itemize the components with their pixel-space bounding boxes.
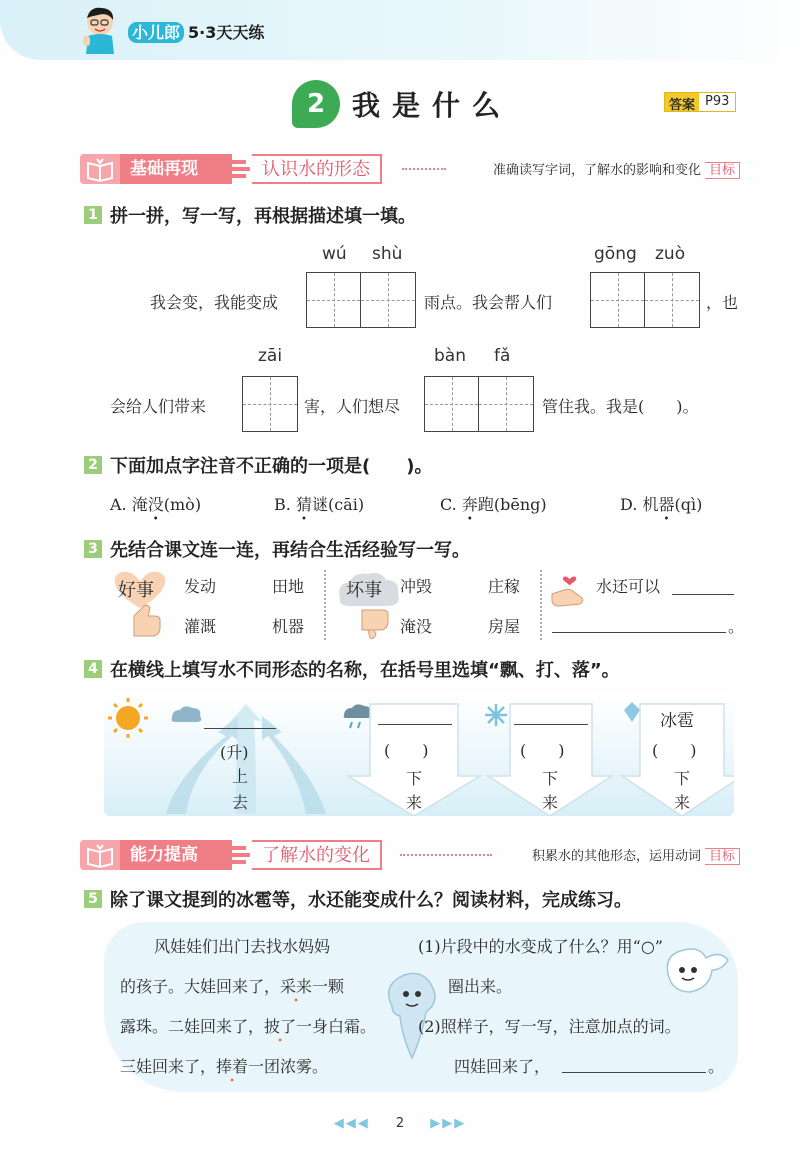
answer-line[interactable] <box>562 1072 706 1073</box>
down-word: 下 <box>542 769 559 788</box>
question-number: 4 <box>84 660 102 678</box>
sub-question: (2)照样子，写一写，注意加点的词。 <box>418 1017 681 1036</box>
choice-bracket[interactable]: ( ) <box>384 741 429 760</box>
pinyin: shù <box>372 244 403 264</box>
pinyin: wú <box>322 244 347 264</box>
sun-icon <box>108 698 148 738</box>
grid-cell[interactable] <box>645 273 699 327</box>
story-line: 露珠。二娃回来了，披了一身白霜。 <box>120 1017 377 1036</box>
grid-cell[interactable] <box>361 273 415 327</box>
write-prompt: 水还可以 <box>596 577 661 596</box>
grid-cell[interactable] <box>591 273 645 327</box>
book-icon <box>80 154 120 184</box>
option-d[interactable]: D. 机器(qì) <box>620 495 703 514</box>
up-word: 去 <box>232 793 249 812</box>
word-item[interactable]: 灌溉 <box>184 617 217 636</box>
divider <box>540 570 542 640</box>
grid-cell[interactable] <box>479 377 533 431</box>
bad-label: 坏事 <box>346 580 382 601</box>
word-item[interactable]: 庄稼 <box>488 577 521 596</box>
down-word: 来 <box>542 793 559 812</box>
word-item[interactable]: 冲毁 <box>400 577 433 596</box>
word-item[interactable]: 田地 <box>272 577 305 596</box>
section-ability-bar <box>80 840 740 870</box>
writing-grid[interactable] <box>306 272 416 328</box>
choice-bracket[interactable]: ( ) <box>520 741 565 760</box>
grid-cell[interactable] <box>307 273 361 327</box>
section-goal: 准确读写字词，了解水的影响和变化 目标 <box>493 159 740 178</box>
down-word: 来 <box>406 793 423 812</box>
option-c[interactable]: C. 奔跑(bēng) <box>440 495 547 514</box>
writing-grid[interactable] <box>590 272 700 328</box>
question-text: 除了课文提到的冰雹等，水还能变成什么？阅读材料，完成练习。 <box>110 890 632 911</box>
stripe-icon <box>232 158 252 180</box>
sentence-text: 管住我。我是( )。 <box>542 397 699 416</box>
sentence-text: 害，人们想尽 <box>304 397 401 416</box>
pinyin: zāi <box>258 346 283 366</box>
heart-hand-icon <box>548 572 592 612</box>
pinyin: zuò <box>655 244 686 264</box>
section-name: 能力提高 <box>120 840 232 870</box>
sentence-text: 会给人们带来 <box>110 397 207 416</box>
choice-bracket[interactable]: ( ) <box>652 741 697 760</box>
sub-question: 四娃回来了， <box>454 1057 551 1076</box>
question-text: 下面加点字注音不正确的一项是( )。 <box>110 456 433 477</box>
header-banner <box>0 0 800 60</box>
prev-arrows-icon: ◀◀◀ <box>333 1116 370 1131</box>
question-number: 1 <box>84 206 102 224</box>
down-word: 下 <box>406 769 423 788</box>
end-mark: 。 <box>708 1057 725 1076</box>
section-basic-bar <box>80 154 740 184</box>
section-goal: 积累水的其他形态，运用动词 目标 <box>532 845 740 864</box>
page-number: 2 <box>395 1116 405 1131</box>
sub-question: (1)片段中的水变成了什么？用“○” <box>418 937 663 956</box>
cloud-icon <box>172 706 202 722</box>
up-word: 上 <box>232 767 249 786</box>
lesson-title: 我是什么 <box>352 89 513 122</box>
option-a[interactable]: A. 淹没(mò) <box>110 495 202 514</box>
snowflake-icon <box>485 704 507 726</box>
book-icon <box>80 840 120 870</box>
section-name: 基础再现 <box>120 154 232 184</box>
answer-line[interactable] <box>514 724 588 725</box>
pinyin: bàn <box>434 346 466 366</box>
section-topic: 了解水的变化 <box>252 840 382 870</box>
divider <box>324 570 326 640</box>
good-label: 好事 <box>118 580 154 601</box>
question-number: 3 <box>84 540 102 558</box>
word-item[interactable]: 机器 <box>272 617 305 636</box>
question-text: 先结合课文连一连，再结合生活经验写一写。 <box>110 540 470 561</box>
answer-line[interactable] <box>552 632 726 633</box>
word-item[interactable]: 房屋 <box>488 617 521 636</box>
story-line: 风娃娃们出门去找水妈妈 <box>154 937 331 956</box>
question-number: 2 <box>84 456 102 474</box>
answer-line[interactable] <box>378 724 452 725</box>
question-text: 在横线上填写水不同形态的名称，在括号里选填“飘、打、落”。 <box>110 660 620 681</box>
pinyin: gōng <box>594 244 637 264</box>
answer-reference: 答案 P93 <box>664 92 736 112</box>
story-line: 的孩子。大娃回来了，采来一颗 <box>120 977 345 996</box>
answer-line[interactable] <box>672 594 734 595</box>
hail-label: 冰雹 <box>660 711 694 731</box>
word-item[interactable]: 发动 <box>184 577 217 596</box>
up-bracket: (升) <box>220 743 249 762</box>
option-b[interactable]: B. 猜谜(cāi) <box>274 495 365 514</box>
dotted-divider <box>400 854 492 856</box>
dotted-divider <box>402 168 446 170</box>
writing-grid[interactable] <box>242 376 298 432</box>
grid-cell[interactable] <box>425 377 479 431</box>
wind-baby-icon <box>660 940 732 1000</box>
down-word: 下 <box>674 769 691 788</box>
end-mark: 。 <box>728 617 745 636</box>
sentence-text: 我会变，我能变成 <box>150 293 279 312</box>
writing-grid[interactable] <box>424 376 534 432</box>
hail-icon <box>624 702 640 722</box>
lesson-number: 2 <box>292 80 340 128</box>
grid-cell[interactable] <box>243 377 297 431</box>
page-footer <box>0 1116 800 1131</box>
down-word: 来 <box>674 793 691 812</box>
word-item[interactable]: 淹没 <box>400 617 433 636</box>
brand-title: 小儿郎 5·3天天练 <box>128 20 264 43</box>
sub-question: 圈出来。 <box>448 977 513 996</box>
pinyin: fǎ <box>494 346 511 366</box>
question-text: 拼一拼，写一写，再根据描述填一填。 <box>110 206 416 227</box>
rain-cloud-icon <box>344 704 372 728</box>
question-number: 5 <box>84 890 102 908</box>
answer-line[interactable] <box>204 728 276 729</box>
story-line: 三娃回来了，捧着一团浓雾。 <box>120 1057 329 1076</box>
stripe-icon <box>232 844 252 866</box>
sentence-text: 雨点。我会帮人们 <box>424 293 553 312</box>
next-arrows-icon: ▶▶▶ <box>430 1116 467 1131</box>
mascot-boy-icon <box>80 6 120 54</box>
sentence-text: ，也 <box>706 293 739 312</box>
section-topic: 认识水的形态 <box>252 154 382 184</box>
